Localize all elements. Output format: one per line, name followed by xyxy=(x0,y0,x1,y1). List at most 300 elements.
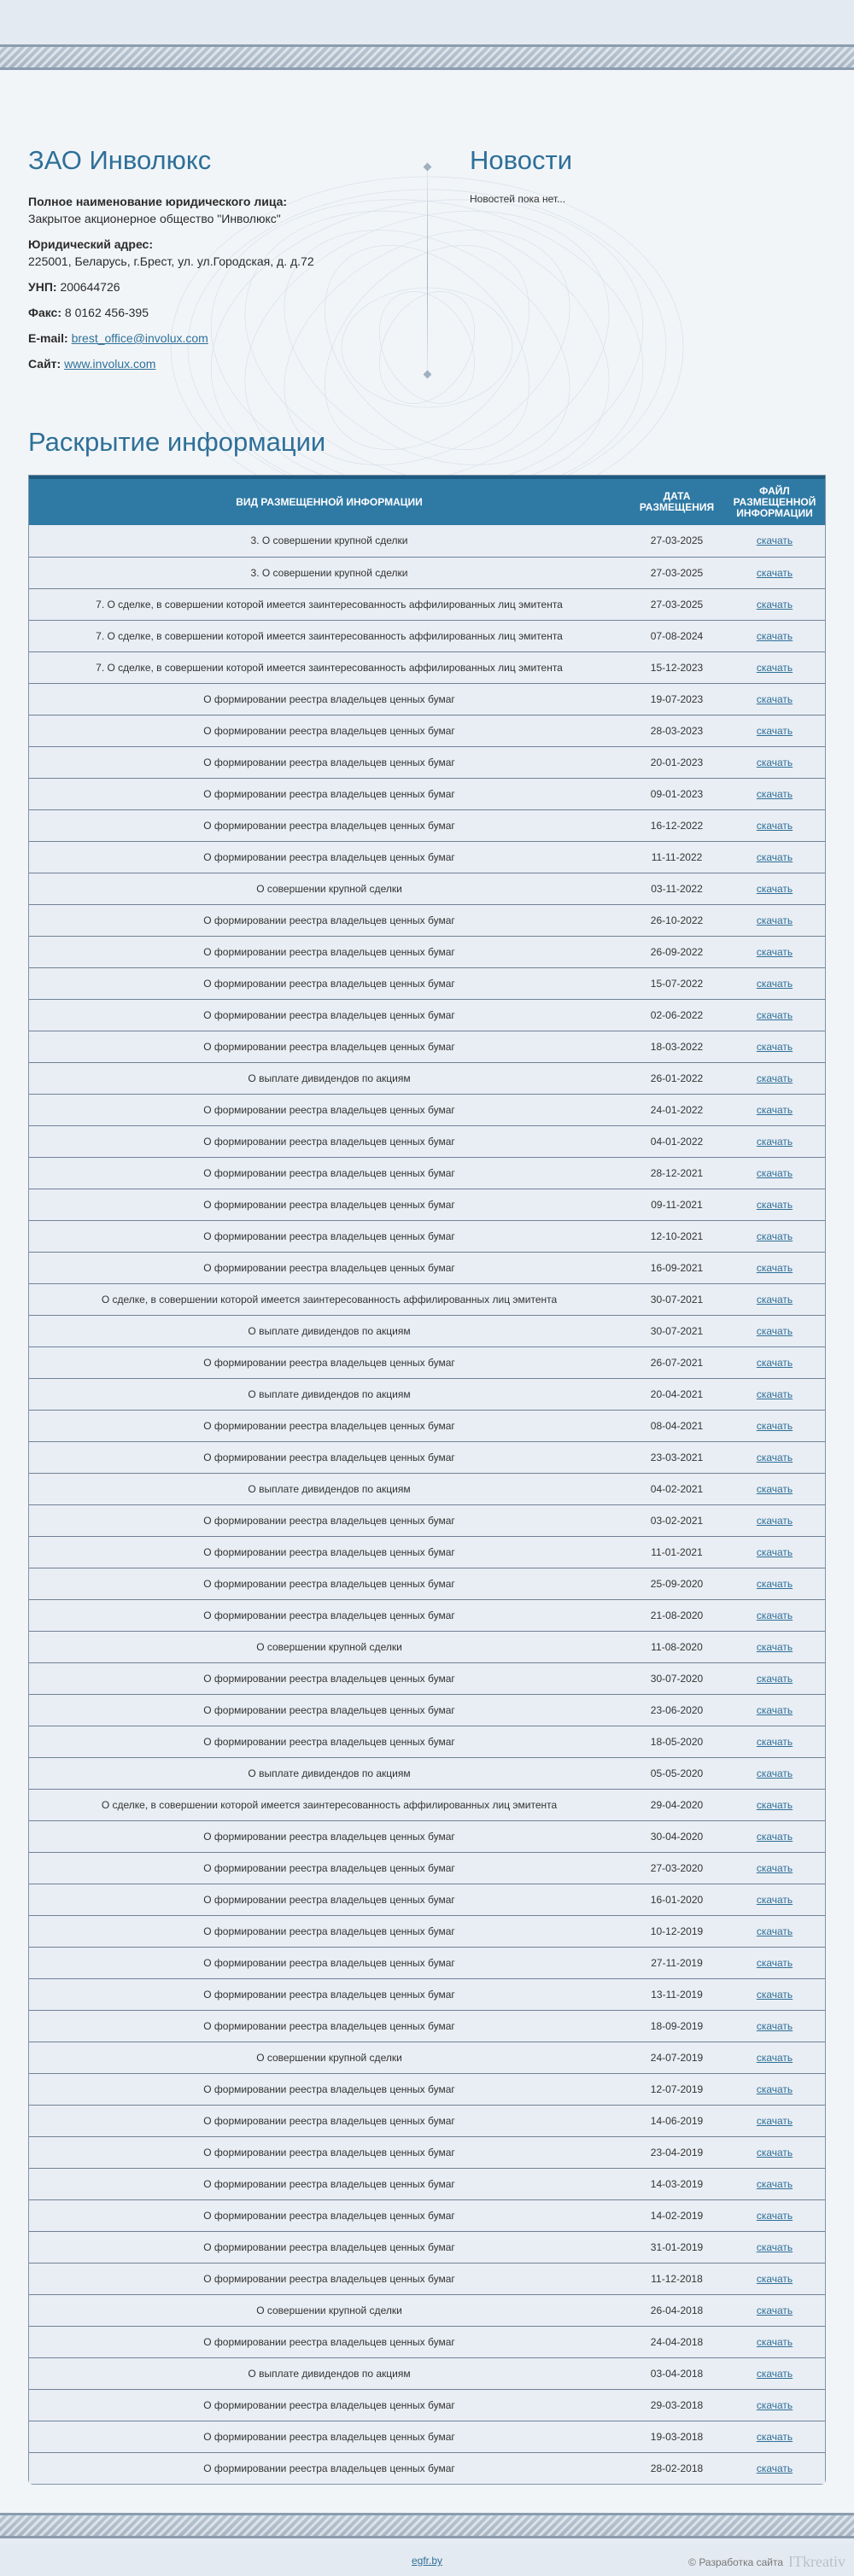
table-row xyxy=(29,2199,825,2231)
developer-credit-text: © Разработка сайта xyxy=(688,2556,784,2568)
download-link[interactable]: скачать xyxy=(756,1767,793,1779)
row-info-type: О формировании реестра владельцев ценных бумаг xyxy=(29,1599,629,1631)
row-info-type: О сделке, в совершении которой имеется заинтересованность аффилированных лиц эмитента xyxy=(29,1789,629,1820)
table-row xyxy=(29,1568,825,1599)
row-date: 27-03-2025 xyxy=(629,557,724,588)
row-file-cell xyxy=(724,999,825,1031)
download-link[interactable]: скачать xyxy=(756,598,793,610)
table-row xyxy=(29,1884,825,1915)
row-date: 27-11-2019 xyxy=(629,1947,724,1978)
row-info-type: О формировании реестра владельцев ценных бумаг xyxy=(29,2105,629,2136)
news-empty-message: Новостей пока нет... xyxy=(470,193,566,205)
table-row xyxy=(29,2231,825,2263)
table-row xyxy=(29,588,825,620)
column-divider xyxy=(427,164,428,377)
download-link[interactable]: скачать xyxy=(756,2240,793,2253)
table-row xyxy=(29,841,825,873)
table-row xyxy=(29,2294,825,2326)
row-file-cell xyxy=(724,557,825,588)
table-row xyxy=(29,1125,825,1157)
download-link[interactable]: скачать xyxy=(756,787,793,800)
table-row xyxy=(29,1094,825,1125)
row-file-cell xyxy=(724,1220,825,1252)
table-row xyxy=(29,1473,825,1504)
row-info-type: О формировании реестра владельцев ценных бумаг xyxy=(29,1884,629,1915)
row-file-cell xyxy=(724,2010,825,2042)
row-info-type: О совершении крупной сделки xyxy=(29,2042,629,2073)
row-info-type: 7. О сделке, в совершении которой имеется заинтересованность аффилированных лиц эмитента xyxy=(29,620,629,651)
download-link[interactable]: скачать xyxy=(756,692,793,705)
table-row xyxy=(29,683,825,715)
table-row xyxy=(29,1852,825,1884)
row-date: 20-01-2023 xyxy=(629,746,724,778)
row-info-type: О формировании реестра владельцев ценных бумаг xyxy=(29,1125,629,1157)
table-row xyxy=(29,2421,825,2452)
company-detail-label: E-mail: xyxy=(28,331,68,345)
row-file-cell xyxy=(724,715,825,746)
developer-logo-link[interactable]: ITkreativ xyxy=(788,2553,845,2570)
row-file-cell xyxy=(724,746,825,778)
table-row xyxy=(29,1189,825,1220)
row-date: 14-06-2019 xyxy=(629,2105,724,2136)
row-file-cell xyxy=(724,2231,825,2263)
table-row xyxy=(29,1252,825,1283)
row-file-cell xyxy=(724,2389,825,2421)
row-file-cell xyxy=(724,620,825,651)
row-date: 10-12-2019 xyxy=(629,1915,724,1947)
table-row xyxy=(29,557,825,588)
download-link[interactable]: скачать xyxy=(756,2272,793,2285)
row-info-type: О формировании реестра владельцев ценных бумаг xyxy=(29,2263,629,2294)
row-date: 05-05-2020 xyxy=(629,1757,724,1789)
row-file-cell xyxy=(724,1346,825,1378)
table-row xyxy=(29,1726,825,1757)
row-info-type: О формировании реестра владельцев ценных бумаг xyxy=(29,1820,629,1852)
row-date: 24-01-2022 xyxy=(629,1094,724,1125)
row-date: 27-03-2025 xyxy=(629,525,724,557)
row-date: 26-10-2022 xyxy=(629,904,724,936)
company-detail-value: 200644726 xyxy=(60,280,120,294)
row-date: 28-03-2023 xyxy=(629,715,724,746)
row-info-type: О формировании реестра владельцев ценных бумаг xyxy=(29,1346,629,1378)
row-file-cell xyxy=(724,1094,825,1125)
row-info-type: О формировании реестра владельцев ценных бумаг xyxy=(29,904,629,936)
download-link[interactable]: скачать xyxy=(756,1988,793,2001)
row-info-type: О совершении крупной сделки xyxy=(29,1631,629,1662)
row-info-type: О формировании реестра владельцев ценных бумаг xyxy=(29,1189,629,1220)
download-link[interactable]: скачать xyxy=(756,1861,793,1874)
company-title: ЗАО Инволюкс xyxy=(28,145,212,175)
table-row xyxy=(29,651,825,683)
download-link[interactable]: скачать xyxy=(756,1514,793,1527)
download-link[interactable]: скачать xyxy=(756,1830,793,1843)
row-date: 02-06-2022 xyxy=(629,999,724,1031)
download-link[interactable]: скачать xyxy=(756,2462,793,2474)
row-file-cell xyxy=(724,588,825,620)
row-file-cell xyxy=(724,2042,825,2073)
download-link[interactable]: скачать xyxy=(756,1356,793,1369)
row-file-cell xyxy=(724,2168,825,2199)
row-file-cell xyxy=(724,2452,825,2484)
download-link[interactable]: скачать xyxy=(756,2082,793,2095)
row-info-type: О формировании реестра владельцев ценных бумаг xyxy=(29,999,629,1031)
column-header-type: ВИД РАЗМЕЩЕННОЙ ИНФОРМАЦИИ xyxy=(29,477,629,525)
row-file-cell xyxy=(724,1315,825,1346)
row-date: 16-12-2022 xyxy=(629,809,724,841)
download-link[interactable]: скачать xyxy=(756,1672,793,1685)
row-info-type: О формировании реестра владельцев ценных бумаг xyxy=(29,2452,629,2484)
row-date: 21-08-2020 xyxy=(629,1599,724,1631)
row-date: 03-11-2022 xyxy=(629,873,724,904)
download-link[interactable]: скачать xyxy=(756,882,793,895)
row-date: 16-01-2020 xyxy=(629,1884,724,1915)
company-detail-label: Полное наименование юридического лица: xyxy=(28,195,288,208)
download-link[interactable]: скачать xyxy=(756,914,793,926)
row-file-cell xyxy=(724,967,825,999)
download-link[interactable]: скачать xyxy=(756,2177,793,2190)
row-info-type: О формировании реестра владельцев ценных бумаг xyxy=(29,683,629,715)
table-row xyxy=(29,1157,825,1189)
row-file-cell xyxy=(724,1504,825,1536)
row-file-cell xyxy=(724,651,825,683)
row-info-type: О формировании реестра владельцев ценных бумаг xyxy=(29,1536,629,1568)
company-detail-item xyxy=(28,236,412,270)
row-info-type: О совершении крупной сделки xyxy=(29,873,629,904)
row-info-type: О формировании реестра владельцев ценных бумаг xyxy=(29,1157,629,1189)
download-link[interactable]: скачать xyxy=(756,1040,793,1053)
download-link[interactable]: скачать xyxy=(756,1324,793,1337)
download-link[interactable]: скачать xyxy=(756,1135,793,1148)
row-file-cell xyxy=(724,683,825,715)
row-info-type: О выплате дивидендов по акциям xyxy=(29,1473,629,1504)
row-date: 30-07-2021 xyxy=(629,1315,724,1346)
row-date: 29-03-2018 xyxy=(629,2389,724,2421)
row-info-type: О формировании реестра владельцев ценных бумаг xyxy=(29,809,629,841)
footer xyxy=(0,2544,854,2576)
table-header-row xyxy=(29,477,825,525)
row-date: 19-07-2023 xyxy=(629,683,724,715)
row-info-type: О совершении крупной сделки xyxy=(29,2294,629,2326)
download-link[interactable]: скачать xyxy=(756,2367,793,2380)
download-link[interactable]: скачать xyxy=(756,1387,793,1400)
table-row xyxy=(29,1599,825,1631)
company-detail-item xyxy=(28,355,412,372)
row-date: 08-04-2021 xyxy=(629,1410,724,1441)
footer-site-link[interactable]: egfr.by xyxy=(412,2555,443,2567)
row-date: 30-07-2020 xyxy=(629,1662,724,1694)
download-link[interactable]: скачать xyxy=(756,1893,793,1906)
row-info-type: О формировании реестра владельцев ценных бумаг xyxy=(29,2136,629,2168)
row-file-cell xyxy=(724,936,825,967)
download-link[interactable]: скачать xyxy=(756,2114,793,2127)
row-date: 23-03-2021 xyxy=(629,1441,724,1473)
company-detail-link[interactable]: www.involux.com xyxy=(64,357,156,371)
row-file-cell xyxy=(724,1662,825,1694)
table-row xyxy=(29,936,825,967)
row-info-type: О формировании реестра владельцев ценных бумаг xyxy=(29,2389,629,2421)
table-row xyxy=(29,1315,825,1346)
table-row xyxy=(29,1694,825,1726)
table-row xyxy=(29,873,825,904)
row-info-type: О формировании реестра владельцев ценных бумаг xyxy=(29,1915,629,1947)
row-date: 25-09-2020 xyxy=(629,1568,724,1599)
row-info-type: О сделке, в совершении которой имеется заинтересованность аффилированных лиц эмитента xyxy=(29,1283,629,1315)
row-date: 14-03-2019 xyxy=(629,2168,724,2199)
download-link[interactable]: скачать xyxy=(756,534,793,547)
main-content xyxy=(0,70,854,2513)
table-row xyxy=(29,999,825,1031)
download-link[interactable]: скачать xyxy=(756,724,793,737)
row-info-type: О формировании реестра владельцев ценных бумаг xyxy=(29,1852,629,1884)
company-detail-item xyxy=(28,193,412,227)
company-details xyxy=(28,193,412,372)
table-row xyxy=(29,1410,825,1441)
download-link[interactable]: скачать xyxy=(756,1103,793,1116)
company-detail-label: Факс: xyxy=(28,306,62,319)
download-link[interactable]: скачать xyxy=(756,2335,793,2348)
table-row xyxy=(29,1536,825,1568)
disclosure-title: Раскрытие информации xyxy=(28,427,326,457)
company-detail-label: Сайт: xyxy=(28,357,61,371)
row-file-cell xyxy=(724,1157,825,1189)
download-link[interactable]: скачать xyxy=(756,819,793,832)
decorative-border-top xyxy=(0,44,854,70)
download-link[interactable]: скачать xyxy=(756,661,793,674)
row-file-cell xyxy=(724,1694,825,1726)
download-link[interactable]: скачать xyxy=(756,566,793,579)
download-link[interactable]: скачать xyxy=(756,1451,793,1463)
row-info-type: О формировании реестра владельцев ценных бумаг xyxy=(29,967,629,999)
column-header-file: ФАЙЛ РАЗМЕЩЕННОЙ ИНФОРМАЦИИ xyxy=(724,477,825,525)
row-date: 26-09-2022 xyxy=(629,936,724,967)
download-link[interactable]: скачать xyxy=(756,629,793,642)
table-row xyxy=(29,2389,825,2421)
disclosure-table-body xyxy=(29,525,825,2484)
download-link[interactable]: скачать xyxy=(756,1609,793,1621)
table-row xyxy=(29,1978,825,2010)
table-row xyxy=(29,2010,825,2042)
download-link[interactable]: скачать xyxy=(756,977,793,990)
download-link[interactable]: скачать xyxy=(756,1577,793,1590)
row-file-cell xyxy=(724,1441,825,1473)
download-link[interactable]: скачать xyxy=(756,1640,793,1653)
row-date: 14-02-2019 xyxy=(629,2199,724,2231)
table-row xyxy=(29,746,825,778)
table-row xyxy=(29,1915,825,1947)
download-link[interactable]: скачать xyxy=(756,1956,793,1969)
download-link[interactable]: скачать xyxy=(756,2304,793,2316)
row-info-type: 3. О совершении крупной сделки xyxy=(29,525,629,557)
row-file-cell xyxy=(724,2357,825,2389)
table-row xyxy=(29,2263,825,2294)
row-file-cell xyxy=(724,1568,825,1599)
row-date: 23-06-2020 xyxy=(629,1694,724,1726)
company-detail-value: 225001, Беларусь, г.Брест, ул. ул.Городская, д. д.72 xyxy=(28,254,314,268)
row-date: 16-09-2021 xyxy=(629,1252,724,1283)
table-row xyxy=(29,967,825,999)
row-date: 12-07-2019 xyxy=(629,2073,724,2105)
row-info-type: О формировании реестра владельцев ценных бумаг xyxy=(29,1947,629,1978)
download-link[interactable]: скачать xyxy=(756,1198,793,1211)
row-file-cell xyxy=(724,1947,825,1978)
row-date: 26-07-2021 xyxy=(629,1346,724,1378)
row-file-cell xyxy=(724,1536,825,1568)
download-link[interactable]: скачать xyxy=(756,1293,793,1306)
row-date: 28-12-2021 xyxy=(629,1157,724,1189)
row-date: 27-03-2020 xyxy=(629,1852,724,1884)
table-row xyxy=(29,2326,825,2357)
row-date: 13-11-2019 xyxy=(629,1978,724,2010)
row-file-cell xyxy=(724,1852,825,1884)
download-link[interactable]: скачать xyxy=(756,1703,793,1716)
table-row xyxy=(29,715,825,746)
row-info-type: О формировании реестра владельцев ценных бумаг xyxy=(29,1220,629,1252)
row-date: 18-03-2022 xyxy=(629,1031,724,1062)
row-date: 12-10-2021 xyxy=(629,1220,724,1252)
row-info-type: О формировании реестра владельцев ценных бумаг xyxy=(29,778,629,809)
row-date: 07-08-2024 xyxy=(629,620,724,651)
download-link[interactable]: скачать xyxy=(756,1072,793,1084)
row-info-type: 7. О сделке, в совершении которой имеется заинтересованность аффилированных лиц эмитента xyxy=(29,651,629,683)
table-row xyxy=(29,1820,825,1852)
developer-credit xyxy=(688,2553,845,2571)
company-info-section xyxy=(28,145,412,381)
table-row xyxy=(29,1062,825,1094)
row-date: 24-04-2018 xyxy=(629,2326,724,2357)
row-info-type: О формировании реестра владельцев ценных бумаг xyxy=(29,1441,629,1473)
row-file-cell xyxy=(724,2263,825,2294)
download-link[interactable]: скачать xyxy=(756,850,793,863)
table-row xyxy=(29,525,825,557)
company-detail-link[interactable]: brest_office@involux.com xyxy=(71,331,208,345)
download-link[interactable]: скачать xyxy=(756,2398,793,2411)
table-row xyxy=(29,2357,825,2389)
download-link[interactable]: скачать xyxy=(756,1798,793,1811)
row-file-cell xyxy=(724,1252,825,1283)
row-info-type: О формировании реестра владельцев ценных бумаг xyxy=(29,1410,629,1441)
row-file-cell xyxy=(724,1031,825,1062)
row-date: 11-01-2021 xyxy=(629,1536,724,1568)
download-link[interactable]: скачать xyxy=(756,1925,793,1937)
row-info-type: О формировании реестра владельцев ценных бумаг xyxy=(29,2010,629,2042)
table-row xyxy=(29,620,825,651)
row-date: 26-01-2022 xyxy=(629,1062,724,1094)
row-file-cell xyxy=(724,1820,825,1852)
company-detail-label: Юридический адрес: xyxy=(28,237,153,251)
row-date: 11-08-2020 xyxy=(629,1631,724,1662)
row-info-type: О формировании реестра владельцев ценных бумаг xyxy=(29,2073,629,2105)
download-link[interactable]: скачать xyxy=(756,2051,793,2064)
row-file-cell xyxy=(724,1062,825,1094)
table-row xyxy=(29,1283,825,1315)
row-file-cell xyxy=(724,809,825,841)
company-detail-item xyxy=(28,278,412,295)
row-info-type: О формировании реестра владельцев ценных бумаг xyxy=(29,2421,629,2452)
row-info-type: О выплате дивидендов по акциям xyxy=(29,2357,629,2389)
company-detail-value: 8 0162 456-395 xyxy=(64,306,149,319)
row-file-cell xyxy=(724,1599,825,1631)
table-row xyxy=(29,1947,825,1978)
decorative-border-bottom xyxy=(0,2513,854,2538)
row-file-cell xyxy=(724,778,825,809)
table-row xyxy=(29,2136,825,2168)
row-info-type: О формировании реестра владельцев ценных бумаг xyxy=(29,1252,629,1283)
table-row xyxy=(29,2105,825,2136)
row-info-type: О формировании реестра владельцев ценных бумаг xyxy=(29,2168,629,2199)
download-link[interactable]: скачать xyxy=(756,2019,793,2032)
download-link[interactable]: скачать xyxy=(756,1230,793,1242)
row-info-type: О формировании реестра владельцев ценных бумаг xyxy=(29,746,629,778)
company-detail-value: Закрытое акционерное общество "Инволюкс" xyxy=(28,212,281,225)
download-link[interactable]: скачать xyxy=(756,1008,793,1021)
table-row xyxy=(29,809,825,841)
download-link[interactable]: скачать xyxy=(756,756,793,768)
row-date: 28-02-2018 xyxy=(629,2452,724,2484)
row-date: 15-07-2022 xyxy=(629,967,724,999)
row-file-cell xyxy=(724,873,825,904)
row-date: 27-03-2025 xyxy=(629,588,724,620)
row-date: 03-04-2018 xyxy=(629,2357,724,2389)
row-info-type: О выплате дивидендов по акциям xyxy=(29,1315,629,1346)
table-row xyxy=(29,778,825,809)
table-row xyxy=(29,1631,825,1662)
download-link[interactable]: скачать xyxy=(756,1166,793,1179)
table-row xyxy=(29,904,825,936)
table-row xyxy=(29,1789,825,1820)
row-file-cell xyxy=(724,2105,825,2136)
row-file-cell xyxy=(724,1189,825,1220)
row-info-type: О формировании реестра владельцев ценных бумаг xyxy=(29,715,629,746)
row-file-cell xyxy=(724,2136,825,2168)
download-link[interactable]: скачать xyxy=(756,1419,793,1432)
row-date: 11-12-2018 xyxy=(629,2263,724,2294)
row-file-cell xyxy=(724,525,825,557)
download-link[interactable]: скачать xyxy=(756,1545,793,1558)
download-link[interactable]: скачать xyxy=(756,2146,793,2158)
table-row xyxy=(29,2073,825,2105)
download-link[interactable]: скачать xyxy=(756,945,793,958)
download-link[interactable]: скачать xyxy=(756,2209,793,2222)
top-band xyxy=(0,0,854,44)
row-file-cell xyxy=(724,2294,825,2326)
table-row xyxy=(29,1757,825,1789)
download-link[interactable]: скачать xyxy=(756,1482,793,1495)
column-header-date: ДАТА РАЗМЕЩЕНИЯ xyxy=(629,477,724,525)
row-info-type: О выплате дивидендов по акциям xyxy=(29,1378,629,1410)
row-info-type: 7. О сделке, в совершении которой имеется заинтересованность аффилированных лиц эмитента xyxy=(29,588,629,620)
row-date: 19-03-2018 xyxy=(629,2421,724,2452)
news-section xyxy=(470,145,811,205)
row-info-type: О формировании реестра владельцев ценных бумаг xyxy=(29,1504,629,1536)
row-file-cell xyxy=(724,1915,825,1947)
row-info-type: О выплате дивидендов по акциям xyxy=(29,1757,629,1789)
row-file-cell xyxy=(724,1631,825,1662)
company-detail-item xyxy=(28,330,412,347)
row-file-cell xyxy=(724,1789,825,1820)
table-row xyxy=(29,1220,825,1252)
download-link[interactable]: скачать xyxy=(756,1735,793,1748)
row-date: 03-02-2021 xyxy=(629,1504,724,1536)
table-row xyxy=(29,1031,825,1062)
row-info-type: О формировании реестра владельцев ценных бумаг xyxy=(29,1726,629,1757)
table-row xyxy=(29,2042,825,2073)
table-row xyxy=(29,2168,825,2199)
row-file-cell xyxy=(724,2073,825,2105)
download-link[interactable]: скачать xyxy=(756,1261,793,1274)
row-info-type: О выплате дивидендов по акциям xyxy=(29,1062,629,1094)
download-link[interactable]: скачать xyxy=(756,2430,793,2443)
row-date: 04-02-2021 xyxy=(629,1473,724,1504)
